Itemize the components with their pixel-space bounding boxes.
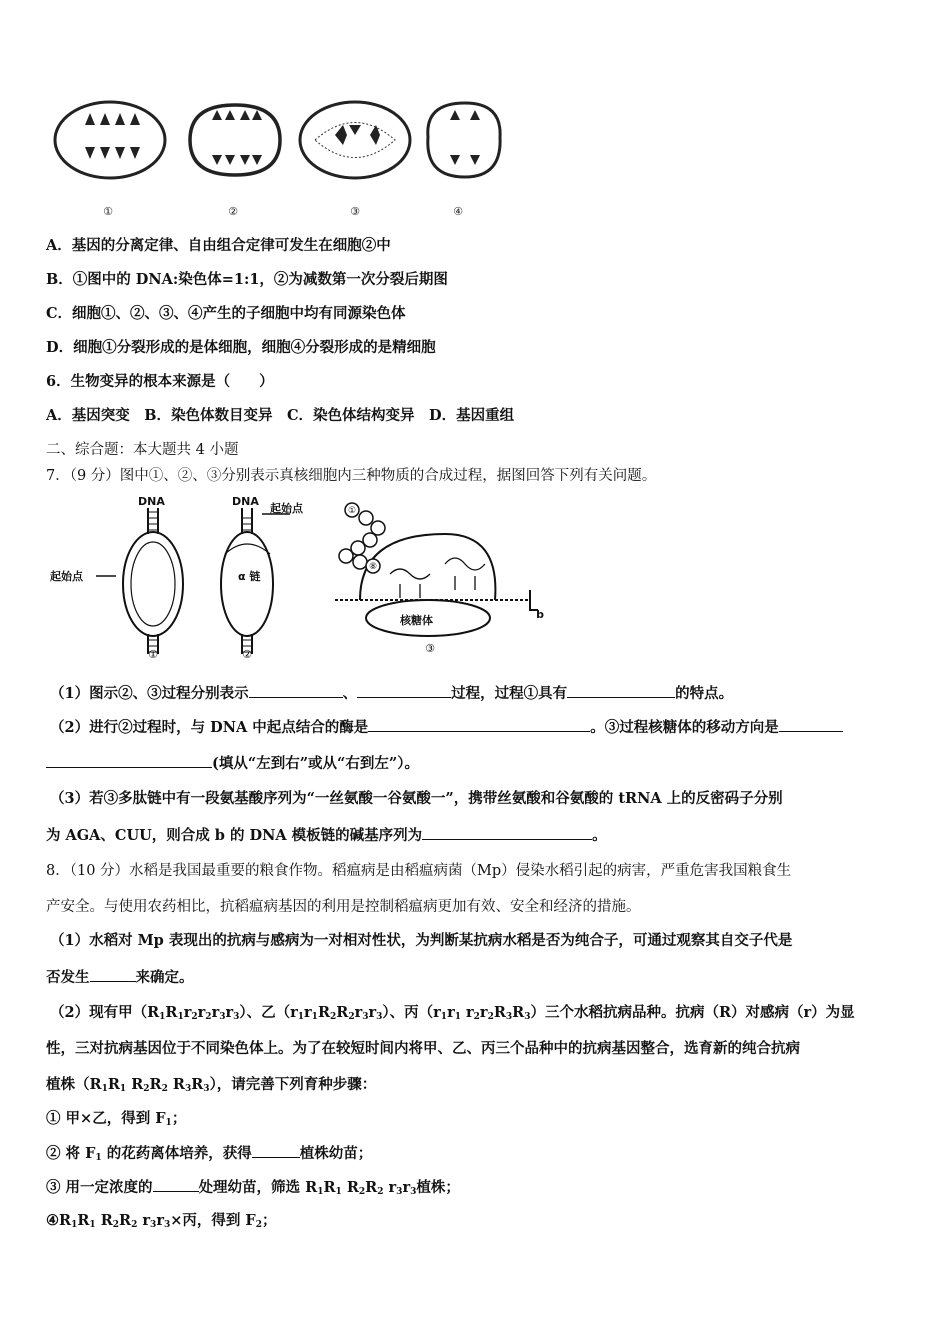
answer-blank[interactable] [368, 717, 590, 732]
fig-num-1: ① [148, 648, 158, 661]
q8-part2-line2: 性，三对抗病基因位于不同染色体上。为了在较短时间内将甲、乙、丙三个品种中的抗病基因整合，选育新的纯合抗病 [46, 1040, 800, 1057]
cell-division-figure [40, 95, 520, 225]
alpha-chain-label: α 链 [238, 570, 261, 583]
q6-options: A．基因突变 B．染色体数目变异 C．染色体结构变异 D．基因重组 [46, 407, 515, 424]
q7-part1: （1）图示②、③过程分别表示 、 过程，过程①具有 的特点。 [50, 685, 734, 702]
answer-blank[interactable] [567, 683, 675, 698]
dna-label-2: DNA [232, 495, 259, 508]
q8-part1-line1: （1）水稻对 Mp 表现出的抗病与感病为一对相对性状，为判断某抗病水稻是否为纯合子，可通过观察其自交子代是 [50, 932, 793, 949]
q5-option-d: D．细胞①分裂形成的是体细胞，细胞④分裂形成的是精细胞 [46, 339, 436, 356]
answer-blank[interactable] [249, 683, 343, 698]
q7-part3-line2: 为 AGA、CUU，则合成 b 的 DNA 模板链的碱基序列为 。 [46, 827, 607, 844]
figure1-label-1: ① [103, 205, 113, 218]
b-label: b [536, 608, 544, 621]
q5-option-b: B．①图中的 DNA:染色体=1:1，②为减数第一次分裂后期图 [46, 271, 448, 288]
q8-step4: $④R_1R_1$ $R_2R_2$ $r_3r_3\times$丙，得到 $F_2$； [46, 1212, 277, 1230]
fig-num-2: ② [242, 648, 252, 661]
q8-step1: ① 甲×乙，得到 $F_1$； [46, 1110, 187, 1128]
q5-option-a: A．基因的分离定律、自由组合定律可发生在细胞②中 [46, 237, 391, 254]
figure1-label-3: ③ [350, 205, 360, 218]
answer-blank[interactable] [46, 753, 212, 768]
bead-label-mid: ⑧ [368, 562, 378, 572]
q8-part1-line2: 否发生 来确定。 [46, 969, 194, 986]
ribosome-label: 核糖体 [400, 614, 433, 627]
figure1-label-2: ② [228, 205, 238, 218]
bead-label-top: ① [347, 506, 357, 516]
q8-part2-line1: （2）现有甲$(R_1R_1r_2r_2r_3r_3)$、乙$(r_1r_1R_2R_2r_3r_3)$、丙（$r_1r_1$ $r_2r_2R_3R_3$）三个水稻抗病品种。抗病（R）对感病（r）为显 [50, 1004, 855, 1022]
figure1-label-4: ④ [453, 205, 463, 218]
transcription-translation-figure [40, 494, 560, 664]
q8-step3: ③ 用一定浓度的 处理幼苗，筛选 $R_1R_1$ $R_2R_2$ $r_3r_3$植株； [46, 1179, 460, 1197]
q8-stem-line1: 8．（10 分）水稻是我国最重要的粮食作物。稻瘟病是由稻瘟病菌（Mp）侵染水稻引起的病害，严重危害我国粮食生 [46, 863, 792, 879]
answer-blank[interactable] [779, 717, 843, 732]
q7-stem: 7．（9 分）图中①、②、③分别表示真核细胞内三种物质的合成过程，据图回答下列有关问题。 [46, 468, 657, 484]
q7-part3-line1: （3）若③多肽链中有一段氨基酸序列为“一丝氨酸一谷氨酸一”，携带丝氨酸和谷氨酸的 tRNA 上的反密码子分别 [50, 790, 783, 807]
q8-step2: ② 将 $F_1$ 的花药离体培养，获得 植株幼苗； [46, 1145, 373, 1163]
fig-num-3: ③ [425, 642, 435, 655]
q5-option-c: C．细胞①、②、③、④产生的子细胞中均有同源染色体 [46, 305, 406, 322]
start-point-left: 起始点 [50, 570, 83, 583]
answer-blank[interactable] [252, 1143, 300, 1158]
q6-stem: 6．生物变异的根本来源是（ ） [46, 373, 274, 390]
answer-blank[interactable] [357, 683, 451, 698]
section2-title: 二、综合题：本大题共 4 小题 [46, 442, 239, 458]
q8-stem-line2: 产安全。与使用农药相比，抗稻瘟病基因的利用是控制稻瘟病更加有效、安全和经济的措施。 [46, 899, 641, 915]
answer-blank[interactable] [422, 825, 592, 840]
dna-label-1: DNA [138, 495, 165, 508]
q7-part2-line1: （2）进行②过程时，与 DNA 中起点结合的酶是 。③过程核糖体的移动方向是 [50, 717, 843, 738]
q8-part2-line3: 植株（$R_1R_1$ $R_2R_2$ $R_3R_3$），请完善下列育种步骤： [46, 1076, 377, 1094]
q7-part2-line2: (填从“左到右”或从“右到左”）。 [46, 753, 419, 774]
answer-blank[interactable] [153, 1177, 199, 1192]
start-point-right: 起始点 [270, 502, 303, 515]
answer-blank[interactable] [90, 967, 136, 982]
